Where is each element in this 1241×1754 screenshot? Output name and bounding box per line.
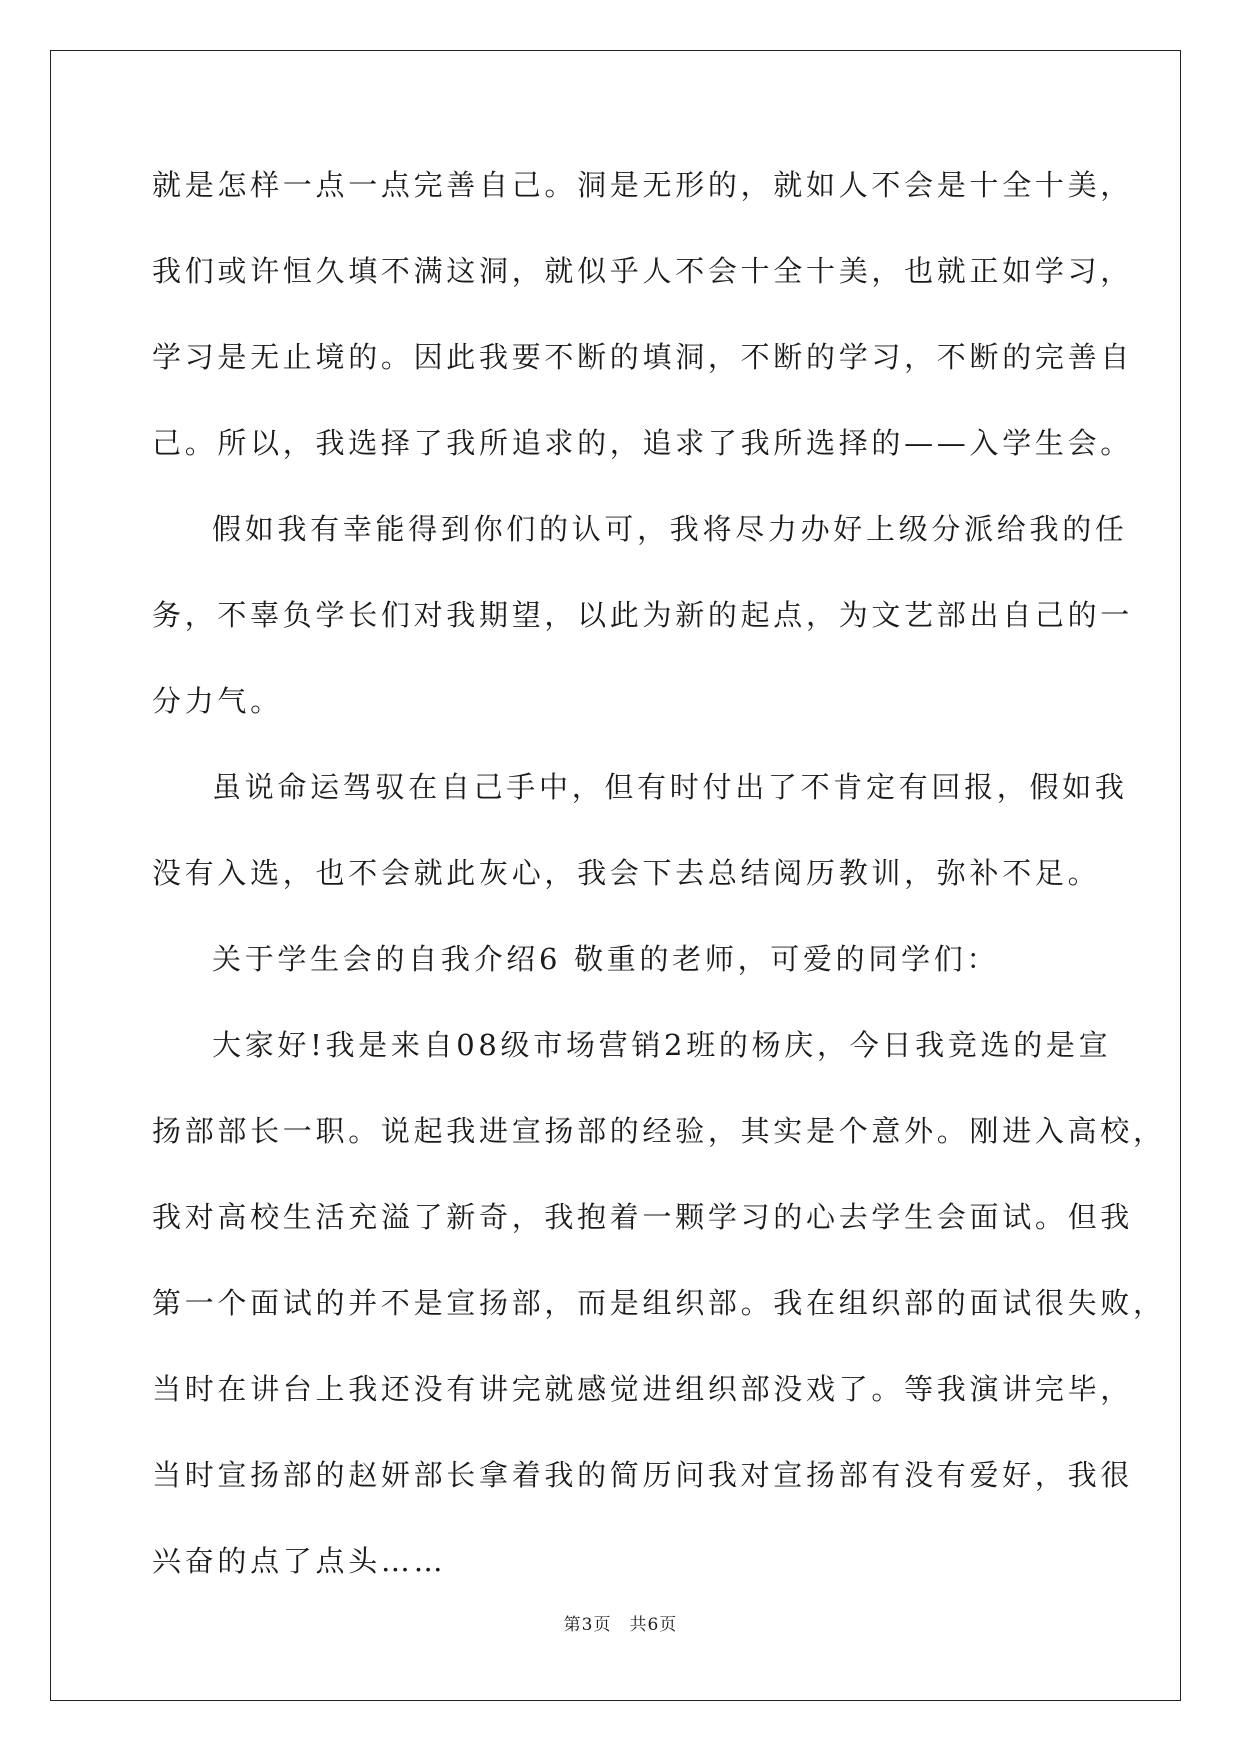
- text-line: 大家好!我是来自08级市场营销2班的杨庆，今日我竞选的是宣: [212, 1028, 1112, 1062]
- text-line: 第一个面试的并不是宣扬部，而是组织部。我在组织部的面试很失败，: [152, 1286, 1166, 1320]
- text-line: 我对高校生活充溢了新奇，我抱着一颗学习的心去学生会面试。但我: [152, 1200, 1134, 1234]
- text-line: 务，不辜负学长们对我期望，以此为新的起点，为文艺部出自己的一: [152, 598, 1134, 632]
- text-line: 没有入选，也不会就此灰心，我会下去总结阅历教训，弥补不足。: [152, 856, 1101, 890]
- text-line: 兴奋的点了点头……: [152, 1544, 447, 1578]
- text-line: 分力气。: [152, 684, 283, 718]
- text-line: 我们或许恒久填不满这洞，就似乎人不会十全十美，也就正如学习，: [152, 254, 1134, 288]
- text-line: 己。所以，我选择了我所追求的，追求了我所选择的——入学生会。: [152, 426, 1134, 460]
- text-line: 学习是无止境的。因此我要不断的填洞，不断的学习，不断的完善自: [152, 340, 1134, 374]
- text-line: 扬部部长一职。说起我进宣扬部的经验，其实是个意外。刚进入高校，: [152, 1114, 1166, 1148]
- page-number-footer: 第3页 共6页: [563, 1615, 678, 1635]
- text-line: 当时宣扬部的赵妍部长拿着我的简历问我对宣扬部有没有爱好，我很: [152, 1458, 1134, 1492]
- text-line: 假如我有幸能得到你们的认可，我将尽力办好上级分派给我的任: [212, 512, 1128, 546]
- document-body: [152, 163, 1166, 1625]
- text-line: 当时在讲台上我还没有讲完就感觉进组织部没戏了。等我演讲完毕，: [152, 1372, 1134, 1406]
- text-line: 就是怎样一点一点完善自己。洞是无形的，就如人不会是十全十美，: [152, 168, 1134, 202]
- text-line: 关于学生会的自我介绍6 敬重的老师，可爱的同学们：: [212, 942, 1000, 976]
- text-line: 虽说命运驾驭在自己手中，但有时付出了不肯定有回报，假如我: [212, 770, 1128, 804]
